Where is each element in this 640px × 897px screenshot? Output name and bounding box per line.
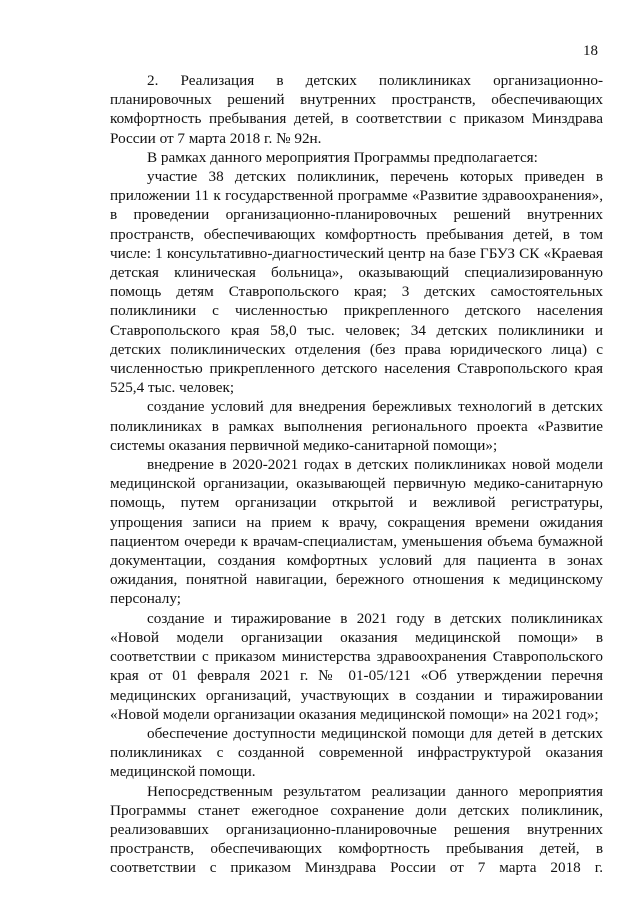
paragraph-lean-technologies: создание условий для внедрения бережливых технологий в детских поликлиниках в рамках выполнения регионального проекта «Развитие системы оказания первичной медико-санитарной помощи»; [110,398,603,454]
paragraph-new-model-2021: создание и тиражирование в 2021 году в детских поликлиниках «Новой модели организации оказания медицинской помощи» в соответствии с приказом министерства здравоохранения Ставропольского края от 01 февраля 2021 г. № 01-05/121 «Об утверждении перечня медицинских организаций, участвующих в создании и тиражировании «Новой модели организации оказания медицинской помощи» на 2021 год»; [110,609,603,723]
document-body [110,71,603,878]
paragraph-new-model-2020-2021: внедрение в 2020-2021 годах в детских поликлиниках новой модели медицинской организации, оказывающей первичную медико-санитарную помощь, путем организации открытой и вежливой регистратуры, упрощения записи на прием к врачу, сокращения времени ожидания пациентом очереди к врачам-специалистам, уменьшения объема бумажной документации, создания комфортных условий для пациента в зонах ожидания, понятной навигации, бережного отношения к медицинскому персоналу; [110,456,603,608]
paragraph-accessibility: обеспечение доступности медицинской помощи для детей в детских поликлиниках с созданной современной инфраструктурой оказания медицинской помощи. [110,724,603,781]
paragraph-expected-result: Непосредственным результатом реализации данного мероприятия Программы станет ежегодное сохранение доли детских поликлиник, реализовавших организационно-планировочные решения внутренних пространств, обеспечивающих комфортность пребывания детей, в соответствии с приказом Минздрава России от 7 марта 2018 г. [110,782,603,877]
paragraph-section-2-heading: 2. Реализация в детских поликлиниках организационно-планировочных решений внутренних пространств, обеспечивающих комфортность пребывания детей, в соответствии с приказом Минздрава России от 7 марта 2018 г. № 92н. [110,72,603,147]
paragraph-program-intro: В рамках данного мероприятия Программы предполагается: [147,148,538,166]
page-number: 18 [583,43,598,59]
paragraph-polyclinics-participation: участие 38 детских поликлиник, перечень которых приведен в приложении 11 к государственной программе «Развитие здравоохранения», в проведении организационно-планировочных решений внутренних пространств, обеспечивающих комфортность пребывания детей, в том числе: 1 консультативно-диагностический центр на базе ГБУЗ СК «Краевая детская клиническая больница», оказывающий специализированную помощь детям Ставропольского края; 3 детских самостоятельных поликлиники с численностью прикрепленного детского населения Ставропольского края 58,0 тыс. человек; 34 детских поликлиники и детских поликлинических отделения (без права юридического лица) с численностью прикрепленного детского населения Ставропольского края 525,4 тыс. человек; [110,168,603,397]
